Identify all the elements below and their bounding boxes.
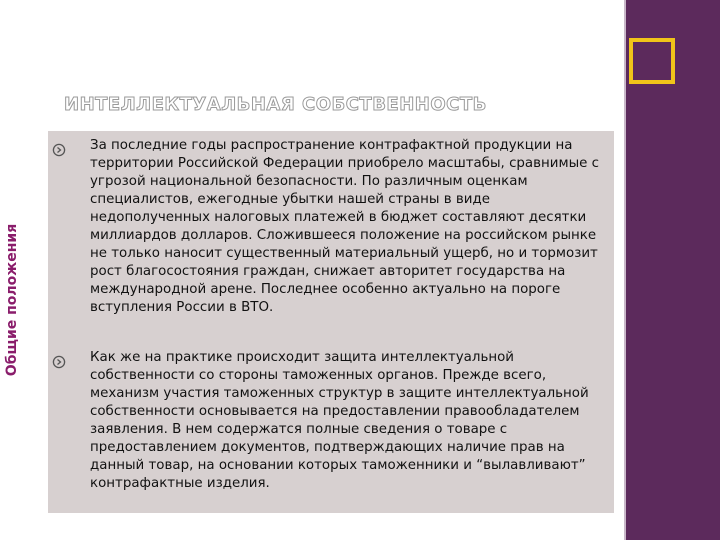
bullet-icon xyxy=(52,355,66,369)
slide-number-badge xyxy=(629,38,675,84)
paragraph-1: За последние годы распространение контрафактной продукции на территории Российской Федерации приобрело масштабы, сравнимые с угрозой национальной безопасности. По различным оценкам специалистов, ежегодные убытки нашей страны в виде недополученных налоговых платежей в бюджет составляют десятки миллиардов долларов. Сложившееся положение на российском рынке не только наносит существенный материальный ущерб, но и тормозит рост благосостояния граждан, снижает авторитет государства на международной арене. Последнее особенно актуально на пороге вступления России в ВТО. xyxy=(90,138,600,315)
slide-title: ИНТЕЛЛЕКТУАЛЬНАЯ СОБСТВЕННОСТЬ xyxy=(64,94,487,115)
side-label-container xyxy=(0,210,24,390)
paragraph-2: Как же на практике происходит защита интеллектуальной собственности со стороны таможенных органов. Прежде всего, механизм участия таможенных структур в защите интеллектуальной собственности основывается на предоставлении правообладателем заявления. В нем содержатся полные сведения о товаре с предоставлением документов, подтверждающих наличие прав на данный товар, на основании которых таможенники и “вылавливают” контрафактные изделия. xyxy=(90,350,589,491)
bullet-icon xyxy=(52,143,66,157)
side-label: Общие положения xyxy=(4,223,20,377)
